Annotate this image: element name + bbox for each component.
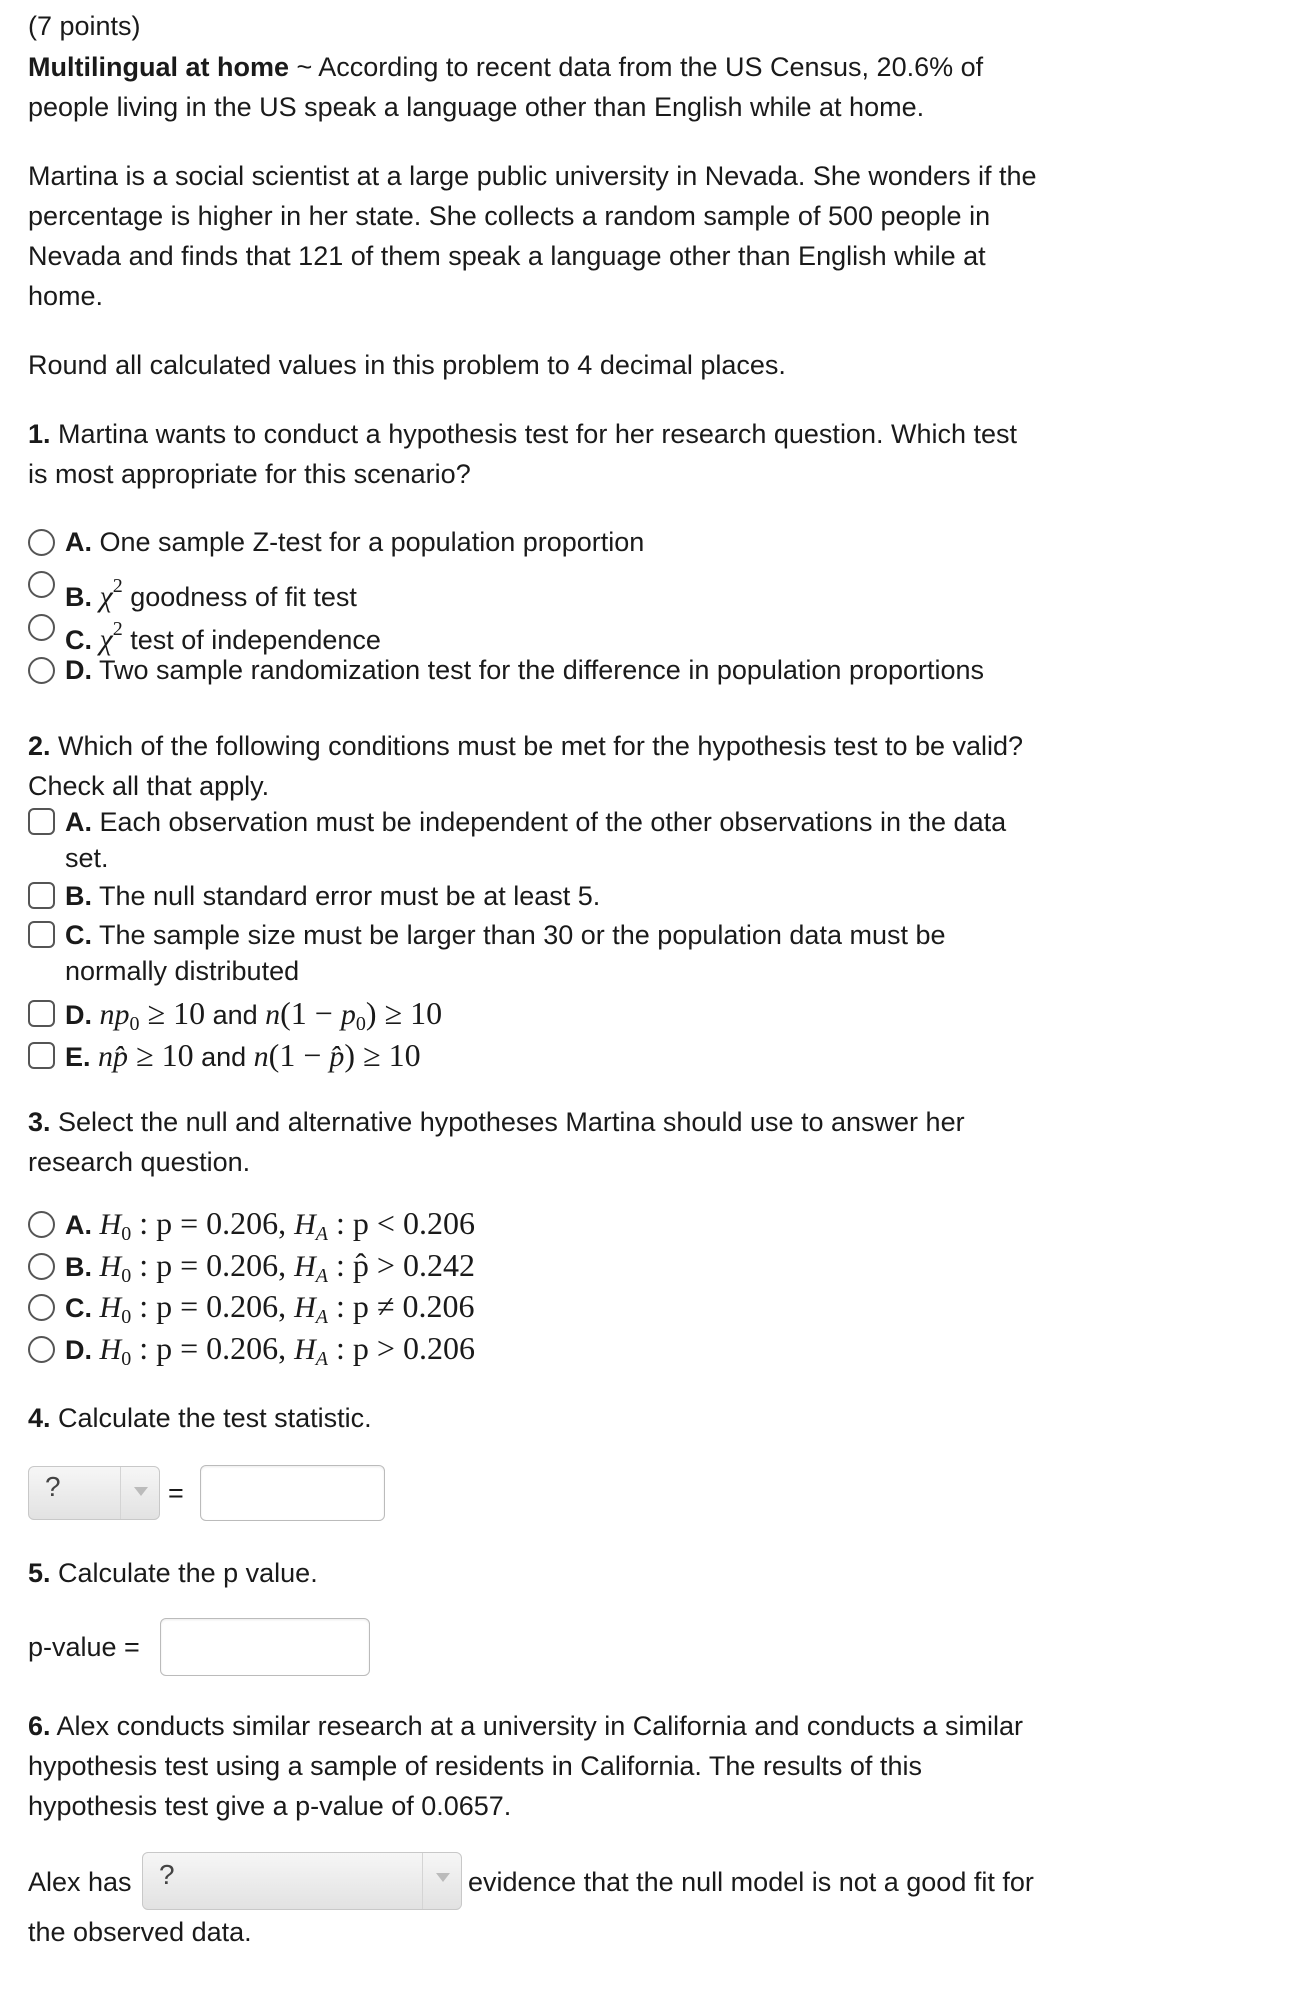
subscript: 0 xyxy=(121,1348,132,1370)
points-label: (7 points) xyxy=(28,11,141,41)
alt-hypothesis: : p ≠ 0.206 xyxy=(328,1288,475,1324)
q5-prompt xyxy=(28,1553,318,1593)
math-n: n xyxy=(265,998,281,1031)
subscript: A xyxy=(315,1348,329,1370)
q1-radio-c[interactable] xyxy=(28,614,55,641)
option-text: Two sample randomization test for the difference in population proportions xyxy=(92,655,985,685)
q6-sentence-last: the observed data. xyxy=(28,1917,252,1947)
chevron-down-icon xyxy=(120,1467,159,1519)
null-hypothesis: : p = 0.206, xyxy=(131,1288,295,1324)
math-paren: (1 − xyxy=(280,995,341,1031)
null-hypothesis: : p = 0.206, xyxy=(131,1205,295,1241)
null-hypothesis: : p = 0.206, xyxy=(131,1330,295,1366)
evidence-strength-select[interactable] xyxy=(142,1852,462,1910)
option-letter: E. xyxy=(65,1042,91,1072)
equals-sign: = xyxy=(168,1478,184,1508)
scenario-line2: percentage is higher in her state. She collects a random sample of 500 people in xyxy=(28,201,991,231)
subscript: A xyxy=(315,1223,329,1245)
title-text: ~ According to recent data from the US Census, 20.6% of xyxy=(289,52,984,82)
math-geq: ≥ 10 xyxy=(128,1037,194,1073)
q6-sentence-end: evidence that the null model is not a good fit for xyxy=(468,1867,1034,1897)
null-hypothesis: : p = 0.206, xyxy=(131,1247,295,1283)
q3-number: 3. xyxy=(28,1107,51,1137)
q1-radio-b[interactable] xyxy=(28,571,55,598)
q1-radio-d[interactable] xyxy=(28,657,55,684)
and-text: and xyxy=(205,1000,266,1030)
h-symbol: H xyxy=(294,1333,316,1366)
option-letter: C. xyxy=(65,625,92,655)
math-p: p xyxy=(340,998,356,1031)
q1-number: 1. xyxy=(28,419,51,449)
q6-prompt xyxy=(28,1706,1023,1746)
alt-hypothesis: : p̂ > 0.242 xyxy=(328,1247,475,1283)
select-value: ? xyxy=(45,1471,61,1502)
q3-option-d[interactable] xyxy=(65,1328,475,1379)
q2-option-c[interactable] xyxy=(65,915,946,955)
option-letter: D. xyxy=(65,1000,92,1030)
subscript: A xyxy=(315,1306,329,1328)
q1-option-a[interactable] xyxy=(65,522,644,562)
option-text: One sample Z-test for a population proportion xyxy=(92,527,645,557)
scenario-line3: Nevada and finds that 121 of them speak a language other than English while at xyxy=(28,241,986,271)
q3-radio-d[interactable] xyxy=(28,1336,55,1363)
math-phat: p̂ xyxy=(329,1040,345,1073)
h-symbol: H xyxy=(294,1291,316,1324)
q2-prompt-line2: Check all that apply. xyxy=(28,771,270,801)
math-phat: p̂ xyxy=(113,1040,129,1073)
scenario-line4: home. xyxy=(28,281,104,311)
q3-radio-c[interactable] xyxy=(28,1294,55,1321)
subscript: A xyxy=(315,1265,329,1287)
rounding-note: Round all calculated values in this problem to 4 decimal places. xyxy=(28,350,786,380)
q5-number: 5. xyxy=(28,1558,51,1588)
q2-option-a-line2: set. xyxy=(65,843,109,873)
q2-checkbox-c[interactable] xyxy=(28,921,55,948)
test-statistic-input[interactable] xyxy=(200,1465,385,1521)
superscript: 2 xyxy=(112,618,123,640)
h-symbol: H xyxy=(99,1250,122,1283)
math-n: n xyxy=(99,998,115,1031)
option-letter: A. xyxy=(65,807,92,837)
q2-option-a[interactable] xyxy=(65,802,1006,842)
q3-radio-b[interactable] xyxy=(28,1253,55,1280)
option-text: goodness of fit test xyxy=(122,582,357,612)
scenario-line1: Martina is a social scientist at a large public university in Nevada. She wonders if the xyxy=(28,161,1037,191)
q6-line2: hypothesis test using a sample of residents in California. The results of this xyxy=(28,1751,922,1781)
q6-sentence-start: Alex has xyxy=(28,1867,132,1897)
q2-option-e[interactable] xyxy=(65,1035,421,1077)
option-letter: B. xyxy=(65,1252,92,1282)
q3-prompt xyxy=(28,1102,965,1142)
select-value: ? xyxy=(159,1859,175,1890)
q2-checkbox-d[interactable] xyxy=(28,1000,55,1027)
subscript: 0 xyxy=(129,1013,140,1035)
q2-option-c-line2: normally distributed xyxy=(65,956,300,986)
option-letter: D. xyxy=(65,655,92,685)
option-letter: B. xyxy=(65,582,92,612)
option-letter: C. xyxy=(65,1293,92,1323)
option-letter: C. xyxy=(65,920,92,950)
q1-text: Martina wants to conduct a hypothesis test for her research question. Which test xyxy=(50,419,1018,449)
q2-prompt xyxy=(28,726,1023,766)
option-letter: A. xyxy=(65,1210,92,1240)
q2-checkbox-b[interactable] xyxy=(28,882,55,909)
math-p: p xyxy=(114,998,130,1031)
chevron-down-icon xyxy=(422,1853,461,1909)
q1-radio-a[interactable] xyxy=(28,529,55,556)
q4-prompt xyxy=(28,1398,372,1438)
option-letter: A. xyxy=(65,527,92,557)
option-letter: D. xyxy=(65,1335,92,1365)
alt-hypothesis: : p < 0.206 xyxy=(328,1205,475,1241)
title-bold: Multilingual at home xyxy=(28,52,289,82)
h-symbol: H xyxy=(99,1333,122,1366)
math-paren: ) xyxy=(365,995,377,1031)
chi-symbol: χ xyxy=(99,623,113,656)
title-line2: people living in the US speak a language other than English while at home. xyxy=(28,92,925,122)
option-text: The null standard error must be at least 5. xyxy=(92,881,601,911)
and-text: and xyxy=(193,1042,254,1072)
alt-hypothesis: : p > 0.206 xyxy=(328,1330,475,1366)
q2-option-b[interactable] xyxy=(65,876,600,916)
q2-text: Which of the following conditions must be met for the hypothesis test to be valid? xyxy=(50,731,1024,761)
q2-checkbox-e[interactable] xyxy=(28,1042,55,1069)
math-geq: ≥ 10 xyxy=(139,995,206,1031)
h-symbol: H xyxy=(294,1208,316,1241)
subscript: 0 xyxy=(121,1265,132,1287)
q1-option-d[interactable] xyxy=(65,650,984,690)
p-value-label: p-value = xyxy=(28,1632,140,1662)
q1-prompt-line2: is most appropriate for this scenario? xyxy=(28,459,471,489)
math-paren: (1 − xyxy=(268,1037,330,1073)
q6-text: Alex conducts similar research at a university in California and conducts a similar xyxy=(50,1711,1023,1741)
q1-prompt xyxy=(28,414,1017,454)
problem-title xyxy=(28,47,983,87)
q2-checkbox-a[interactable] xyxy=(28,808,55,835)
math-geq: ≥ 10 xyxy=(355,1037,421,1073)
subscript: 0 xyxy=(355,1013,366,1035)
q4-number: 4. xyxy=(28,1403,51,1433)
h-symbol: H xyxy=(99,1208,122,1241)
q3-text: Select the null and alternative hypotheses Martina should use to answer her xyxy=(50,1107,965,1137)
math-geq: ≥ 10 xyxy=(376,995,443,1031)
test-statistic-select[interactable] xyxy=(28,1466,160,1520)
h-symbol: H xyxy=(294,1250,316,1283)
p-value-input[interactable] xyxy=(160,1618,370,1676)
h-symbol: H xyxy=(99,1291,122,1324)
q3-prompt-line2: research question. xyxy=(28,1147,251,1177)
q4-text: Calculate the test statistic. xyxy=(50,1403,372,1433)
q2-number: 2. xyxy=(28,731,51,761)
option-text: The sample size must be larger than 30 or the population data must be xyxy=(92,920,946,950)
math-paren: ) xyxy=(344,1037,356,1073)
subscript: 0 xyxy=(121,1306,132,1328)
subscript: 0 xyxy=(121,1223,132,1245)
math-n: n xyxy=(98,1040,114,1073)
q6-line3: hypothesis test give a p-value of 0.0657. xyxy=(28,1791,512,1821)
option-text: test of independence xyxy=(122,625,381,655)
q3-radio-a[interactable] xyxy=(28,1211,55,1238)
q6-number: 6. xyxy=(28,1711,51,1741)
math-n: n xyxy=(253,1040,269,1073)
chi-symbol: χ xyxy=(99,580,113,613)
option-text: Each observation must be independent of the other observations in the data xyxy=(92,807,1007,837)
option-letter: B. xyxy=(65,881,92,911)
q5-text: Calculate the p value. xyxy=(50,1558,318,1588)
superscript: 2 xyxy=(112,575,123,597)
